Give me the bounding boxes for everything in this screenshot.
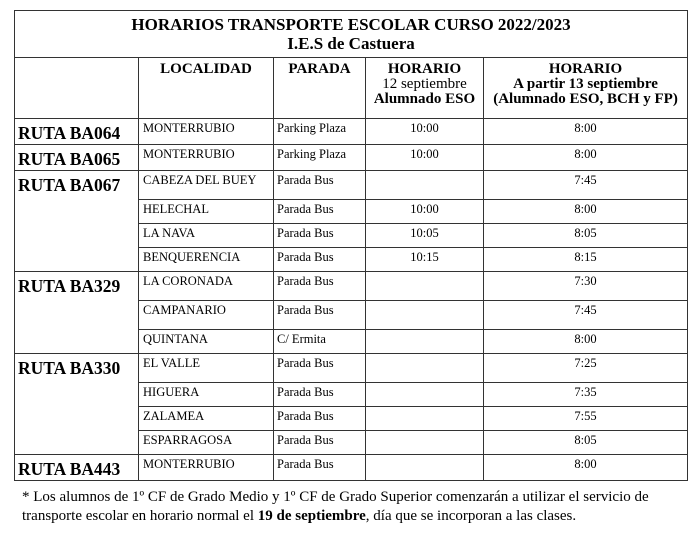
- title-cell: [15, 11, 688, 58]
- footnote-date: 19 de septiembre: [257, 508, 366, 524]
- time-12-sep-cell: [366, 171, 484, 200]
- time-12-sep-cell: [366, 301, 484, 330]
- schedule-sheet: [14, 10, 687, 481]
- header-localidad: LOCALIDAD: [139, 58, 274, 119]
- time-13-sep-cell: 8:15: [484, 248, 688, 272]
- time-12-sep-cell: [366, 354, 484, 383]
- time-12-sep-cell: 10:05: [366, 224, 484, 248]
- stop-cell: Parada Bus: [274, 200, 366, 224]
- locality-cell: CABEZA DEL BUEY: [139, 171, 274, 200]
- stop-cell: Parada Bus: [274, 383, 366, 407]
- locality-cell: MONTERRUBIO: [139, 455, 274, 481]
- table-row: [15, 272, 688, 301]
- document-title: HORARIOS TRANSPORTE ESCOLAR CURSO 2022/2023: [131, 15, 571, 34]
- stop-cell: Parada Bus: [274, 171, 366, 200]
- time-13-sep-cell: 8:05: [484, 431, 688, 455]
- stop-cell: Parada Bus: [274, 407, 366, 431]
- time-13-sep-cell: 8:00: [484, 455, 688, 481]
- stop-cell: Parada Bus: [274, 224, 366, 248]
- stop-cell: Parking Plaza: [274, 119, 366, 145]
- time-13-sep-cell: 8:00: [484, 200, 688, 224]
- header-parada: PARADA: [274, 58, 366, 119]
- schedule-table: [14, 10, 688, 481]
- time-12-sep-cell: [366, 407, 484, 431]
- time-12-sep-cell: 10:00: [366, 119, 484, 145]
- header-horario-12-sep-line3: Alumnado ESO: [373, 91, 476, 107]
- locality-cell: CAMPANARIO: [139, 301, 274, 330]
- stop-cell: C/ Ermita: [274, 330, 366, 354]
- time-12-sep-cell: 10:00: [366, 145, 484, 171]
- locality-cell: ESPARRAGOSA: [139, 431, 274, 455]
- header-horario-12-sep-line2: 12 septiembre: [382, 76, 467, 92]
- schedule-table-body: [15, 11, 688, 481]
- header-empty-cell: [15, 58, 139, 119]
- time-13-sep-cell: 7:45: [484, 301, 688, 330]
- stop-cell: Parada Bus: [274, 248, 366, 272]
- stop-cell: Parada Bus: [274, 455, 366, 481]
- header-horario-13-sep: [484, 58, 688, 119]
- locality-cell: MONTERRUBIO: [139, 145, 274, 171]
- table-row: [15, 354, 688, 383]
- table-row: [15, 171, 688, 200]
- locality-cell: ZALAMEA: [139, 407, 274, 431]
- locality-cell: HIGUERA: [139, 383, 274, 407]
- header-horario-12-sep-line1: HORARIO: [387, 61, 462, 77]
- time-13-sep-cell: 8:00: [484, 145, 688, 171]
- title-row: [15, 11, 688, 58]
- stop-cell: Parking Plaza: [274, 145, 366, 171]
- time-13-sep-cell: 7:45: [484, 171, 688, 200]
- route-name: RUTA BA330: [15, 354, 139, 455]
- time-12-sep-cell: [366, 330, 484, 354]
- footnote-text-end: , día que se incorporan a las clases.: [365, 508, 577, 524]
- table-row: [15, 119, 688, 145]
- time-12-sep-cell: [366, 383, 484, 407]
- route-name: RUTA BA065: [15, 145, 139, 171]
- header-horario-13-sep-line1: HORARIO: [548, 61, 623, 77]
- route-name: RUTA BA067: [15, 171, 139, 272]
- table-row: [15, 145, 688, 171]
- stop-cell: Parada Bus: [274, 272, 366, 301]
- stop-cell: Parada Bus: [274, 431, 366, 455]
- school-name: I.E.S de Castuera: [287, 34, 415, 53]
- time-13-sep-cell: 8:00: [484, 330, 688, 354]
- time-12-sep-cell: 10:00: [366, 200, 484, 224]
- time-12-sep-cell: [366, 455, 484, 481]
- header-horario-13-sep-line2: A partir 13 septiembre: [513, 76, 658, 92]
- footnote-text: * Los alumnos de 1º CF de Grado Medio y 1º CF de Grado Superior comenzarán a utilizar el servicio de transporte escolar en horario normal el: [22, 489, 649, 524]
- time-13-sep-cell: 7:30: [484, 272, 688, 301]
- route-name: RUTA BA329: [15, 272, 139, 354]
- locality-cell: LA NAVA: [139, 224, 274, 248]
- time-12-sep-cell: [366, 272, 484, 301]
- header-row: [15, 58, 688, 119]
- footnote: [22, 488, 682, 526]
- locality-cell: EL VALLE: [139, 354, 274, 383]
- locality-cell: MONTERRUBIO: [139, 119, 274, 145]
- locality-cell: HELECHAL: [139, 200, 274, 224]
- header-horario-13-sep-line3: (Alumnado ESO, BCH y FP): [493, 91, 678, 107]
- table-row: [15, 455, 688, 481]
- locality-cell: LA CORONADA: [139, 272, 274, 301]
- stop-cell: Parada Bus: [274, 354, 366, 383]
- route-name: RUTA BA064: [15, 119, 139, 145]
- time-13-sep-cell: 8:05: [484, 224, 688, 248]
- time-13-sep-cell: 7:25: [484, 354, 688, 383]
- time-12-sep-cell: 10:15: [366, 248, 484, 272]
- time-13-sep-cell: 8:00: [484, 119, 688, 145]
- time-13-sep-cell: 7:55: [484, 407, 688, 431]
- locality-cell: QUINTANA: [139, 330, 274, 354]
- header-horario-12-sep: [366, 58, 484, 119]
- time-12-sep-cell: [366, 431, 484, 455]
- stop-cell: Parada Bus: [274, 301, 366, 330]
- route-name: RUTA BA443: [15, 455, 139, 481]
- time-13-sep-cell: 7:35: [484, 383, 688, 407]
- locality-cell: BENQUERENCIA: [139, 248, 274, 272]
